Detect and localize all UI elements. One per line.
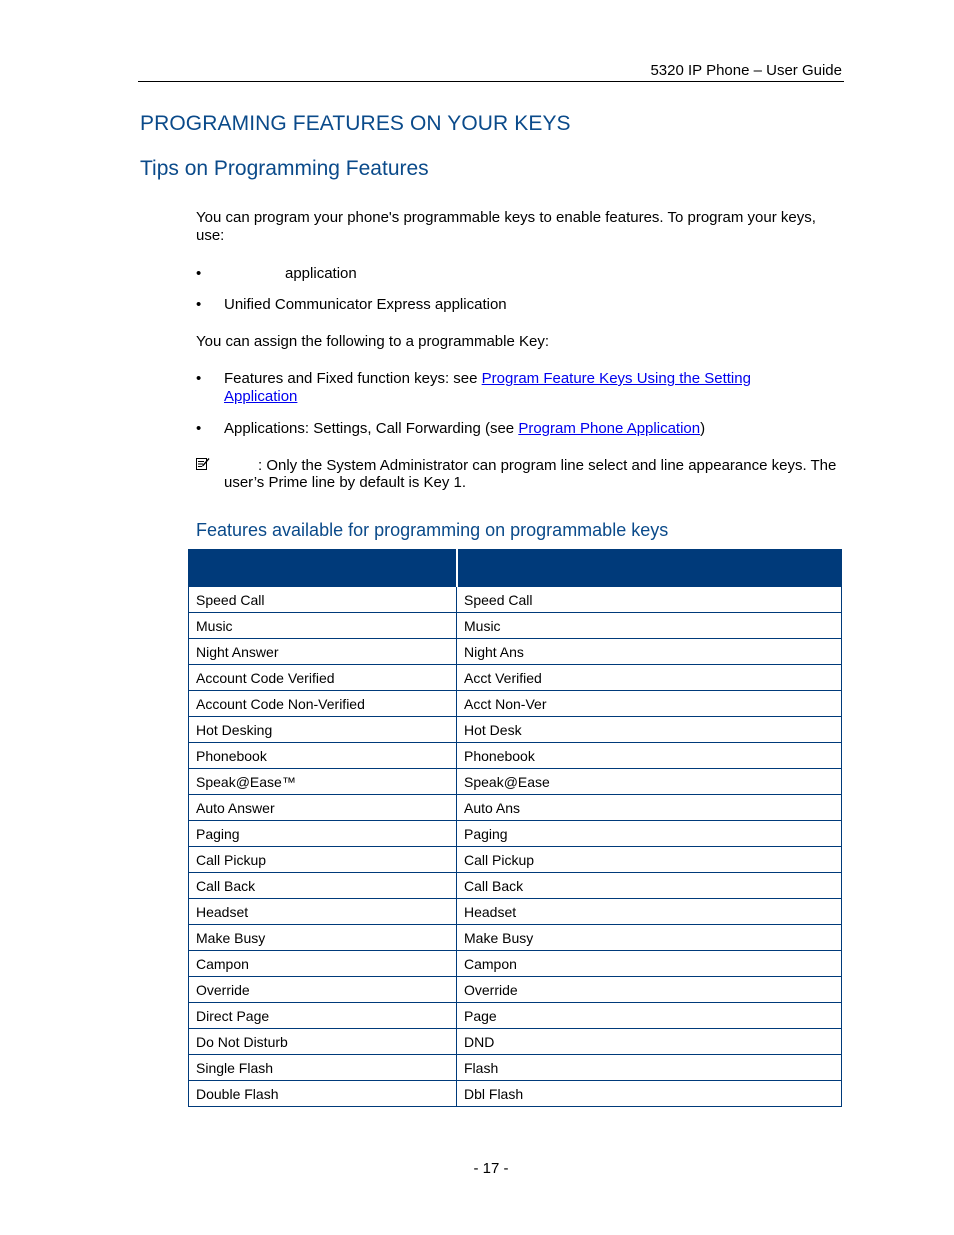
feature-name-cell: Account Code Non-Verified (189, 691, 457, 717)
section-subtitle: Tips on Programming Features (140, 157, 429, 180)
feature-name-cell: Speed Call (189, 587, 457, 613)
section-title: PROGRAMING FEATURES ON YOUR KEYS (140, 112, 571, 135)
table-row (189, 899, 842, 925)
table-title: Features available for programming on programmable keys (196, 520, 669, 540)
table-row (189, 977, 842, 1003)
key-label-cell: Music (457, 613, 842, 639)
assign-item (224, 370, 784, 406)
header-rule (138, 81, 844, 82)
page-number: - 17 - (473, 1160, 509, 1177)
table-header-label (457, 550, 842, 587)
feature-name-cell: Paging (189, 821, 457, 847)
key-label-cell: Paging (457, 821, 842, 847)
note-icon (196, 457, 210, 471)
key-label-cell: Campon (457, 951, 842, 977)
feature-name-cell: Account Code Verified (189, 665, 457, 691)
intro-paragraph: You can program your phone's programmable keys to enable features. To program your keys, use: (196, 209, 816, 244)
feature-name-cell: Auto Answer (189, 795, 457, 821)
assign-item-prefix: Features and Fixed function keys: see (224, 370, 482, 387)
method-item: Unified Communicator Express application (224, 296, 507, 313)
key-label-cell: Hot Desk (457, 717, 842, 743)
table-row (189, 691, 842, 717)
running-header: 5320 IP Phone – User Guide (650, 62, 842, 79)
bullet-dot: • (196, 420, 202, 437)
table-row (189, 873, 842, 899)
bullet-dot: • (196, 370, 202, 387)
key-label-cell: Flash (457, 1055, 842, 1081)
feature-name-cell: Single Flash (189, 1055, 457, 1081)
feature-name-cell: Phonebook (189, 743, 457, 769)
key-label-cell: Auto Ans (457, 795, 842, 821)
table-row (189, 1081, 842, 1107)
method-item: application (285, 265, 357, 282)
program-feature-keys-link[interactable]: Program Feature Keys Using the Setting Application (224, 370, 751, 405)
table-row (189, 951, 842, 977)
assign-item-suffix: ) (700, 420, 706, 437)
table-row (189, 1003, 842, 1029)
feature-name-cell: Do Not Disturb (189, 1029, 457, 1055)
feature-name-cell: Override (189, 977, 457, 1003)
key-label-cell: Override (457, 977, 842, 1003)
feature-name-cell: Headset (189, 899, 457, 925)
feature-name-cell: Night Answer (189, 639, 457, 665)
features-table (188, 549, 842, 1107)
table-row (189, 717, 842, 743)
table-row (189, 1055, 842, 1081)
feature-name-cell: Hot Desking (189, 717, 457, 743)
feature-name-cell: Double Flash (189, 1081, 457, 1107)
table-row (189, 1029, 842, 1055)
key-label-cell: Acct Verified (457, 665, 842, 691)
program-phone-application-link[interactable]: Program Phone Application (518, 420, 701, 437)
key-label-cell: Speak@Ease (457, 769, 842, 795)
assign-item-prefix: Applications: Settings, Call Forwarding (see (224, 420, 519, 437)
assign-paragraph: You can assign the following to a programmable Key: (196, 333, 549, 350)
table-row (189, 925, 842, 951)
table-row (189, 613, 842, 639)
feature-name-cell: Music (189, 613, 457, 639)
bullet-dot: • (196, 296, 202, 313)
table-row (189, 769, 842, 795)
feature-name-cell: Call Back (189, 873, 457, 899)
table-header-row (189, 550, 842, 587)
note-text: : Only the System Administrator can program line select and line appearance keys. The user’s Prime line by default is Key 1. (224, 457, 837, 491)
feature-name-cell: Make Busy (189, 925, 457, 951)
key-label-cell: Headset (457, 899, 842, 925)
table-header-feature (189, 550, 457, 587)
feature-name-cell: Campon (189, 951, 457, 977)
key-label-cell: Acct Non-Ver (457, 691, 842, 717)
features-table-body (189, 587, 842, 1107)
table-row (189, 821, 842, 847)
key-label-cell: Speed Call (457, 587, 842, 613)
feature-name-cell: Call Pickup (189, 847, 457, 873)
table-row (189, 665, 842, 691)
key-label-cell: Call Pickup (457, 847, 842, 873)
key-label-cell: Page (457, 1003, 842, 1029)
table-row (189, 795, 842, 821)
key-label-cell: Phonebook (457, 743, 842, 769)
key-label-cell: Call Back (457, 873, 842, 899)
table-row (189, 639, 842, 665)
table-row (189, 743, 842, 769)
key-label-cell: Dbl Flash (457, 1081, 842, 1107)
bullet-dot: • (196, 265, 202, 282)
key-label-cell: DND (457, 1029, 842, 1055)
table-row (189, 847, 842, 873)
assign-item (224, 420, 824, 438)
table-row (189, 587, 842, 613)
feature-name-cell: Speak@Ease™ (189, 769, 457, 795)
key-label-cell: Make Busy (457, 925, 842, 951)
key-label-cell: Night Ans (457, 639, 842, 665)
feature-name-cell: Direct Page (189, 1003, 457, 1029)
